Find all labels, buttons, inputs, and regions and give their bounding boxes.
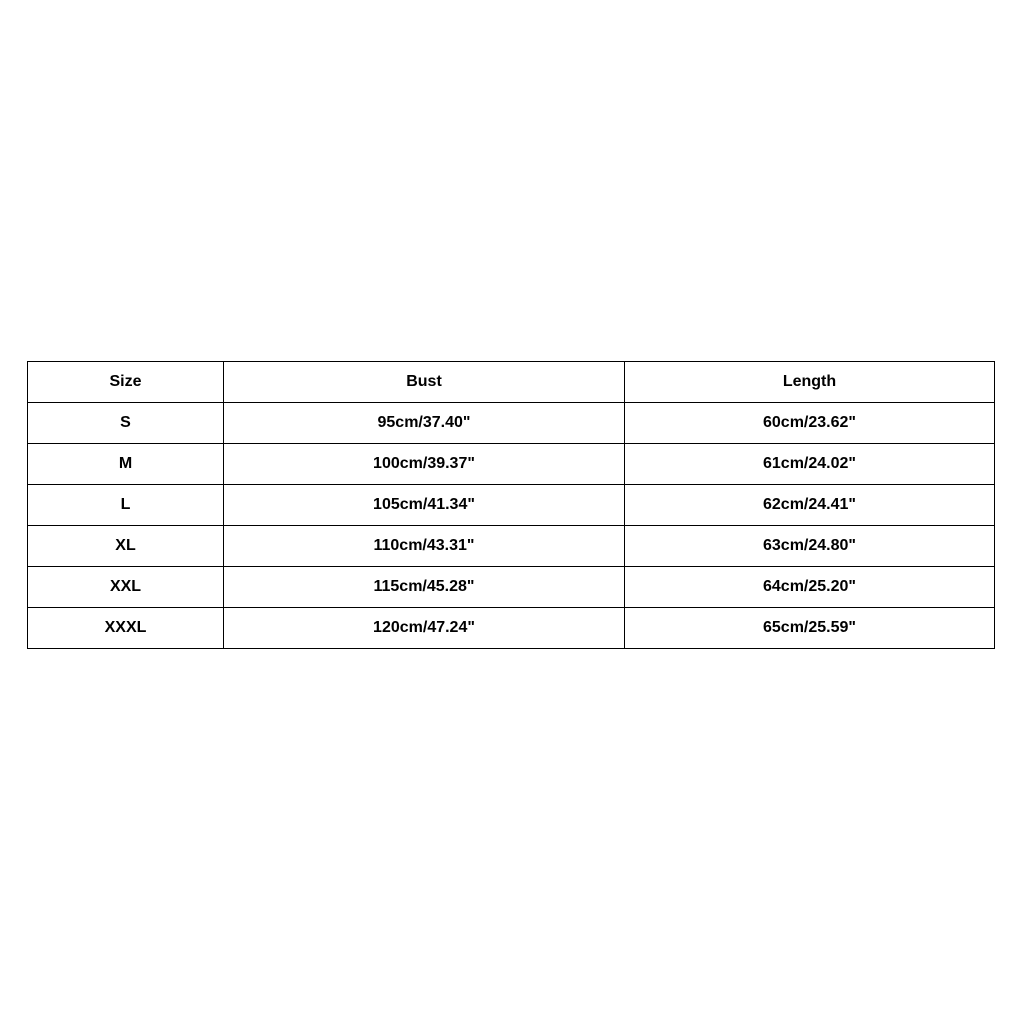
cell-bust: 120cm/47.24" bbox=[224, 608, 625, 649]
table-row bbox=[28, 485, 995, 526]
cell-length: 61cm/24.02" bbox=[625, 444, 995, 485]
cell-bust: 105cm/41.34" bbox=[224, 485, 625, 526]
cell-size: XXXL bbox=[28, 608, 224, 649]
cell-size: S bbox=[28, 403, 224, 444]
cell-bust: 95cm/37.40" bbox=[224, 403, 625, 444]
size-chart-table bbox=[27, 361, 995, 649]
table-row bbox=[28, 403, 995, 444]
cell-length: 60cm/23.62" bbox=[625, 403, 995, 444]
header-size: Size bbox=[28, 362, 224, 403]
table-row bbox=[28, 444, 995, 485]
cell-size: XXL bbox=[28, 567, 224, 608]
cell-size: XL bbox=[28, 526, 224, 567]
header-length: Length bbox=[625, 362, 995, 403]
cell-size: M bbox=[28, 444, 224, 485]
cell-length: 62cm/24.41" bbox=[625, 485, 995, 526]
table-row bbox=[28, 526, 995, 567]
table-row bbox=[28, 608, 995, 649]
cell-length: 65cm/25.59" bbox=[625, 608, 995, 649]
cell-bust: 100cm/39.37" bbox=[224, 444, 625, 485]
header-bust: Bust bbox=[224, 362, 625, 403]
cell-bust: 115cm/45.28" bbox=[224, 567, 625, 608]
cell-size: L bbox=[28, 485, 224, 526]
cell-length: 64cm/25.20" bbox=[625, 567, 995, 608]
table-row bbox=[28, 567, 995, 608]
cell-length: 63cm/24.80" bbox=[625, 526, 995, 567]
table-header-row bbox=[28, 362, 995, 403]
cell-bust: 110cm/43.31" bbox=[224, 526, 625, 567]
